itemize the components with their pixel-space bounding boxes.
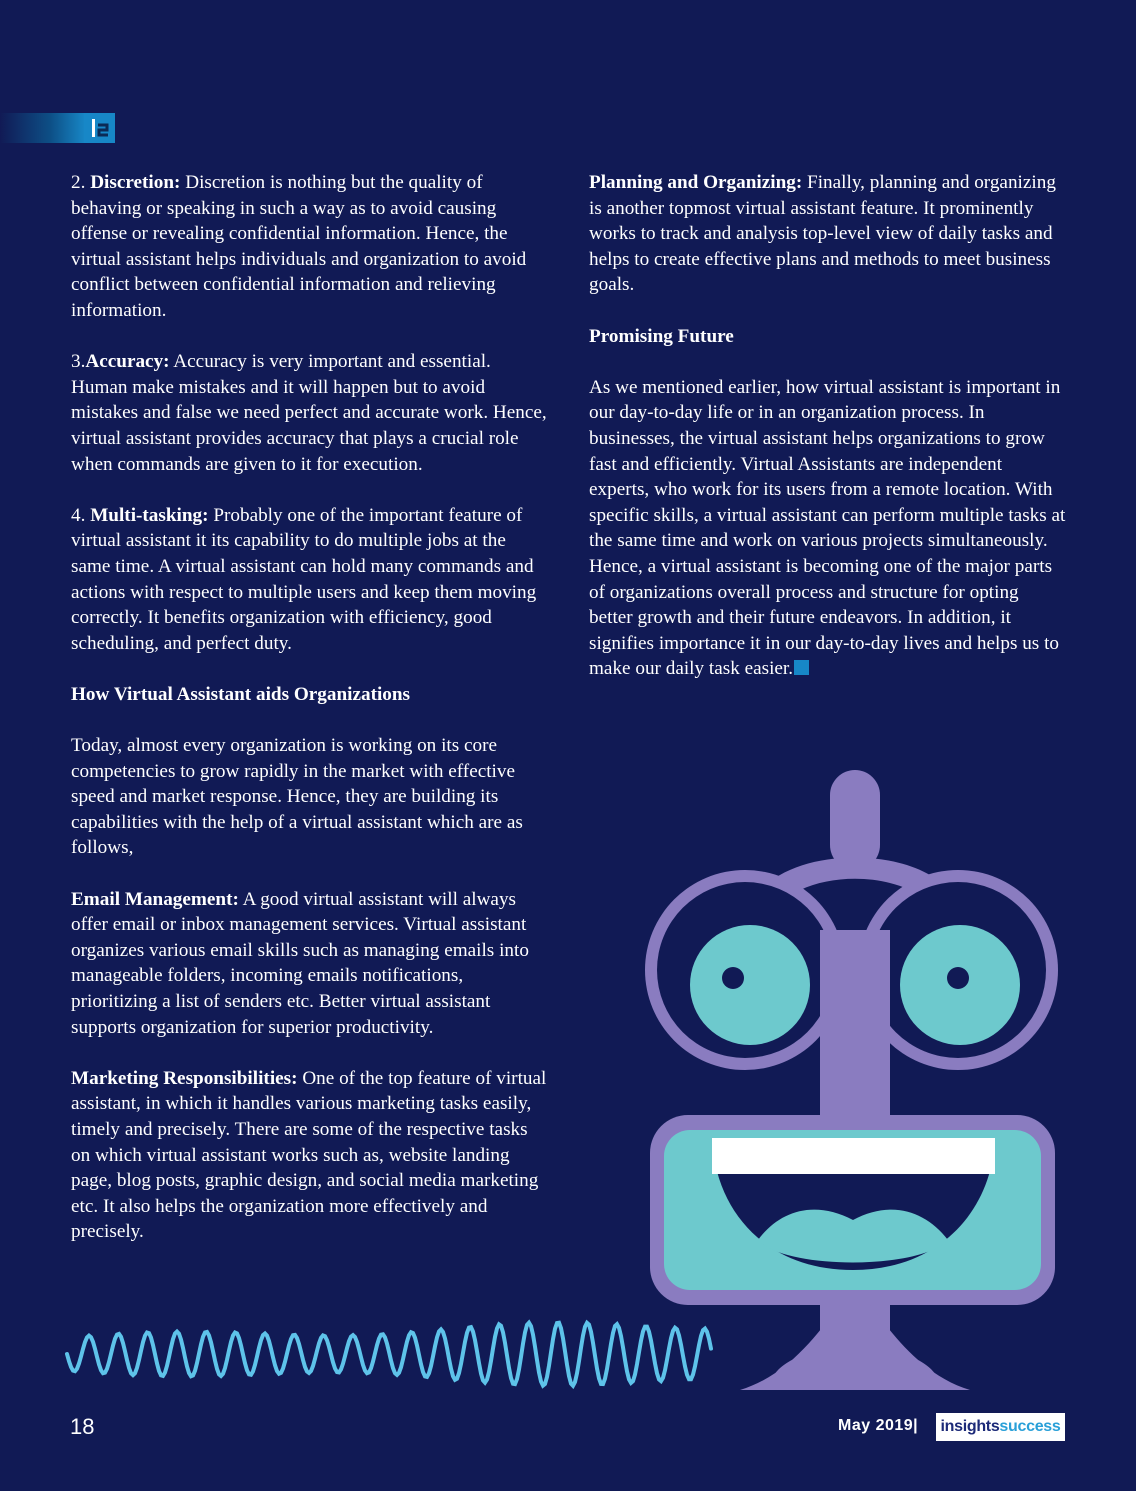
future-heading: Promising Future xyxy=(589,325,734,347)
magazine-logo-icon xyxy=(84,113,115,143)
discretion-paragraph: 2. Discretion: Discretion is nothing but the quality of behaving or speaking in such a way as to avoid causing offense or revealing confidential information. Hence, the virtual assistant helps individuals and organization to avoid conflict between confidential information and relieving information. xyxy=(71,172,527,321)
page-number: 18 xyxy=(70,1414,95,1439)
issue-date: May 2019| xyxy=(838,1417,919,1434)
accuracy-term: Accuracy: xyxy=(85,351,170,373)
discretion-term: Discretion: xyxy=(90,172,181,193)
left-column xyxy=(71,170,549,1271)
right-column xyxy=(589,170,1067,707)
aids-intro-paragraph: Today, almost every organization is working on its core competencies to grow rapidly in the market with effective speed and market response. Hence, they are building its capabilities with the help of a virtual assistant which are as follows, xyxy=(71,735,523,859)
marketing-term: Marketing Responsibilities: xyxy=(71,1067,298,1089)
brand-logo xyxy=(936,1413,1065,1441)
marketing-paragraph: Marketing Responsibilities: One of the top feature of virtual assistant, in which it handles various marketing tasks easily, timely and precisely. There are some of the respective tasks on which virtual assistant works such as, website landing page, blog posts, graphic design, and social media marketing etc. It also helps the organization more effectively and precisely. xyxy=(71,1067,547,1243)
sound-wave-graphic xyxy=(64,1302,714,1398)
accuracy-paragraph: 3.Accuracy: Accuracy is very important and essential. Human make mistakes and it will happen but to avoid mistakes and false we need perfect and accurate work. Hence, virtual assistant provides accuracy that plays a crucial role when commands are given to it for execution. xyxy=(71,351,547,475)
end-mark-icon xyxy=(794,660,809,675)
multitasking-paragraph: 4. Multi-tasking: Probably one of the important feature of virtual assistant it its capability to do multiple jobs at the same time. A virtual assistant can hold many commands and actions with respect to multiple users and keep them moving correctly. It benefits organization with efficiency, good scheduling, and perfect duty. xyxy=(71,504,537,654)
future-paragraph: As we mentioned earlier, how virtual assistant is important in our day-to-day life or in an organization process. In businesses, the virtual assistant helps organizations to grow fast and efficiently. Virtual Assistants are independent experts, who work for its users from a remote location. With specific skills, a virtual assistant can perform multiple tasks at the same time and work on various projects simultaneously. Hence, a virtual assistant is becoming one of the major parts of organizations overall process and structure for opting better growth and their future endeavors. In addition, it signifies importance it in our day-to-day lives and helps us to make our daily task easier. xyxy=(589,376,1066,680)
email-term: Email Management: xyxy=(71,888,239,910)
planning-term: Planning and Organizing: xyxy=(589,172,803,193)
email-paragraph: Email Management: A good virtual assistant will always offer email or inbox management services. Virtual assistant organizes various email skills such as managing emails into manageable folders, incoming emails notifications, prioritizing a list of senders etc. Better virtual assistant supports organization for superior productivity. xyxy=(71,888,529,1038)
brand-logo-part1: insights xyxy=(940,1418,1000,1435)
header-accent-bar xyxy=(0,113,84,143)
aids-heading: How Virtual Assistant aids Organizations xyxy=(71,683,411,705)
brand-logo-part2: success xyxy=(999,1418,1061,1435)
multitasking-term: Multi-tasking: xyxy=(90,504,209,526)
planning-paragraph: Planning and Organizing: Finally, planning and organizing is another topmost virtual assistant feature. It prominently works to track and analysis top-level view of daily tasks and helps to create effective plans and methods to meet business goals. xyxy=(589,172,1056,296)
